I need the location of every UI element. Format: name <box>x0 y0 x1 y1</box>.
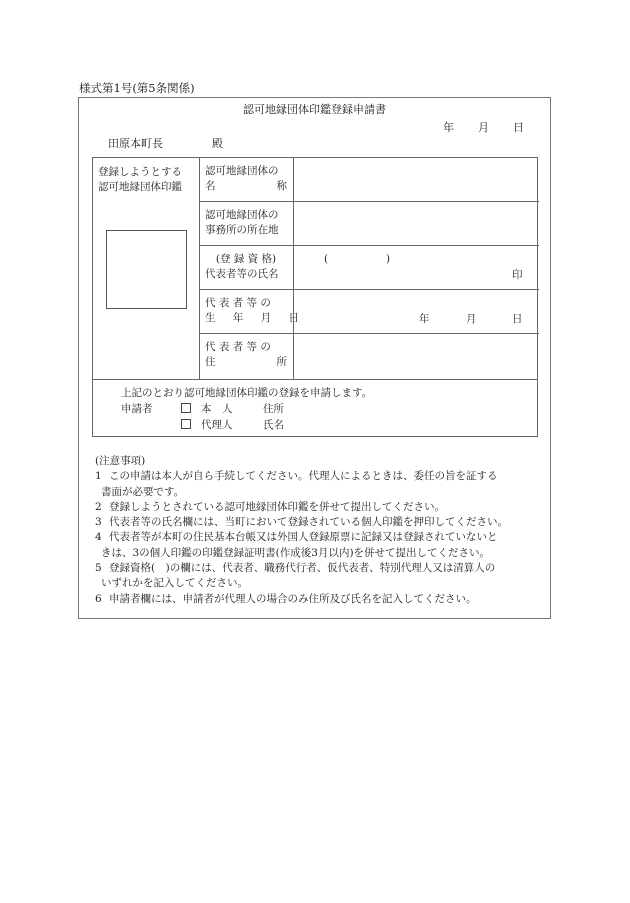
seal-caption-line1: 登録しようとする <box>98 166 182 178</box>
addressee: 田原本町長 <box>108 137 163 150</box>
form-code: 様式第1号(第5条関係) <box>79 81 195 95</box>
note-number: 1 <box>95 470 102 483</box>
note-text: 代表者等の氏名欄には、当町において登録されている個人印鑑を押印してください。 <box>109 516 508 529</box>
honorific: 殿 <box>212 137 223 150</box>
label-line2a: 住 <box>205 356 216 368</box>
group-name-field[interactable] <box>293 158 539 201</box>
note-number: 6 <box>95 592 102 605</box>
form-title: 認可地縁団体印鑑登録申請書 <box>243 103 386 116</box>
label-line2: 生 年 月 日 <box>205 312 300 324</box>
label-line1: (登 録 資 格) <box>215 253 277 265</box>
label-line2a: 名 <box>205 180 216 192</box>
note-continuation: いずれかを記入してください。 <box>101 577 248 590</box>
label-group-name <box>205 164 287 194</box>
row-representative-address <box>199 334 539 379</box>
representative-address-field[interactable] <box>293 334 539 379</box>
application-table <box>92 157 538 437</box>
note-item <box>95 530 550 561</box>
label-representative-address <box>205 340 287 370</box>
note-item <box>95 592 550 607</box>
birth-month: 月 <box>466 313 477 325</box>
notes-list <box>95 469 550 607</box>
date-year: 年 <box>443 121 454 134</box>
representative-name-field[interactable] <box>293 246 539 289</box>
note-item <box>95 515 550 530</box>
notes-section <box>95 454 550 607</box>
seal-impression-box[interactable] <box>106 230 187 309</box>
note-continuation: 書面が必要です。 <box>101 485 185 498</box>
note-text: 申請者欄には、申請者が代理人の場合のみ住所及び氏名を記入してください。 <box>109 592 477 605</box>
note-item <box>95 500 550 515</box>
note-number: 4 <box>95 531 102 544</box>
option-agent[interactable] <box>181 418 233 432</box>
date-month: 月 <box>478 121 489 134</box>
note-item <box>95 561 550 592</box>
seal-caption <box>98 165 182 195</box>
birth-day: 日 <box>512 313 523 325</box>
qualification-paren-open: ( <box>324 253 329 265</box>
label-line2b: 称 <box>276 180 287 192</box>
row-group-name <box>199 158 539 202</box>
note-text: 代表者等が本町の住民基本台帳又は外国人登録原票に記録又は登録されていないと <box>109 531 498 544</box>
applicant-label: 申請者 <box>121 403 153 415</box>
note-number: 2 <box>95 500 102 513</box>
checkbox-agent[interactable] <box>181 419 191 429</box>
seal-mark: 印 <box>512 269 523 281</box>
note-continuation: きは、3の個人印鑑の印鑑登録証明書(作成後3月以内)を併せて提出してください。 <box>101 546 491 559</box>
row-office-address <box>199 202 539 246</box>
office-address-field[interactable] <box>293 202 539 245</box>
label-line1: 認可地縁団体の <box>205 209 279 221</box>
seal-caption-line2: 認可地縁団体印鑑 <box>98 181 182 193</box>
birth-date-field[interactable] <box>293 290 539 333</box>
field-address-label: 住所 <box>263 403 284 415</box>
applicant-section <box>93 379 537 437</box>
label-line2: 事務所の所在地 <box>205 224 279 236</box>
option-agent-label: 代理人 <box>201 419 233 431</box>
note-number: 3 <box>95 516 102 529</box>
label-line2: 代表者等の氏名 <box>205 268 279 280</box>
label-line1: 代 表 者 等 の <box>205 341 271 353</box>
qualification-paren-close: ) <box>386 253 391 265</box>
date-day: 日 <box>513 121 524 134</box>
field-name-label: 氏名 <box>263 419 284 431</box>
label-line1: 認可地縁団体の <box>205 165 279 177</box>
label-line2b: 所 <box>276 356 287 368</box>
row-representative-name <box>199 246 539 290</box>
birth-year: 年 <box>419 313 430 325</box>
label-birth-date <box>205 296 300 326</box>
row-birth-date <box>199 290 539 334</box>
label-line1: 代 表 者 等 の <box>205 297 271 309</box>
note-text: 登録資格( )の欄には、代表者、職務代行者、仮代表者、特別代理人又は清算人の <box>109 562 496 575</box>
label-representative-name <box>205 252 287 282</box>
note-text: この申請は本人が自ら手続してください。代理人によるときは、委任の旨を証する <box>109 470 498 483</box>
label-office-address <box>205 208 287 238</box>
notes-heading: (注意事項) <box>95 455 146 467</box>
note-text: 登録しようとされている認可地縁団体印鑑を併せて提出してください。 <box>109 500 445 513</box>
note-item <box>95 469 550 500</box>
seal-column <box>93 158 200 379</box>
checkbox-self[interactable] <box>181 403 191 413</box>
declaration-text: 上記のとおり認可地縁団体印鑑の登録を申請します。 <box>121 387 373 399</box>
note-number: 5 <box>95 562 102 575</box>
option-self[interactable] <box>181 402 233 416</box>
option-self-label: 本 人 <box>201 403 233 415</box>
